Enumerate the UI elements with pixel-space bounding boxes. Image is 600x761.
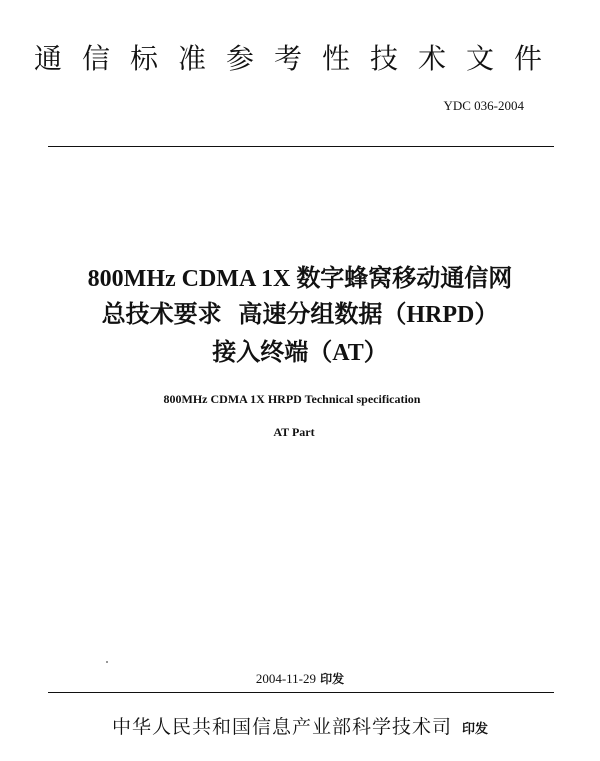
top-divider: [48, 146, 554, 147]
title-line-3-en: （AT）: [308, 340, 388, 366]
title-line-3: [0, 336, 600, 369]
title-line-2-en: （HRPD）: [382, 302, 499, 328]
title-line-1-en: 800MHz CDMA 1X: [87, 266, 297, 292]
english-title-line-2: AT Part: [273, 425, 315, 439]
title-line-1: [0, 262, 600, 295]
document-category: 通信标准参考性技术文件: [34, 42, 563, 75]
title-line-1-zh: 数字蜂窝移动通信网: [296, 264, 513, 292]
issuer-org: 中华人民共和国信息产业部科学技术司: [111, 716, 452, 738]
title-line-3-zh: 接入终端: [212, 338, 309, 366]
scan-speck: [106, 661, 108, 663]
issue-date: [0, 670, 600, 687]
bottom-divider: [48, 692, 554, 693]
issue-date-value: 2004-11-29: [255, 671, 317, 686]
issuer: [0, 712, 600, 739]
issue-date-label: 印发: [320, 672, 345, 686]
title-line-2-zh: 总技术要求 高速分组数据: [101, 300, 383, 328]
english-title-line-1: 800MHz CDMA 1X HRPD Technical specification: [163, 392, 421, 406]
title-line-2: [0, 298, 600, 331]
issuer-label: 印发: [462, 722, 489, 737]
document-code: YDC 036-2004: [443, 98, 524, 113]
